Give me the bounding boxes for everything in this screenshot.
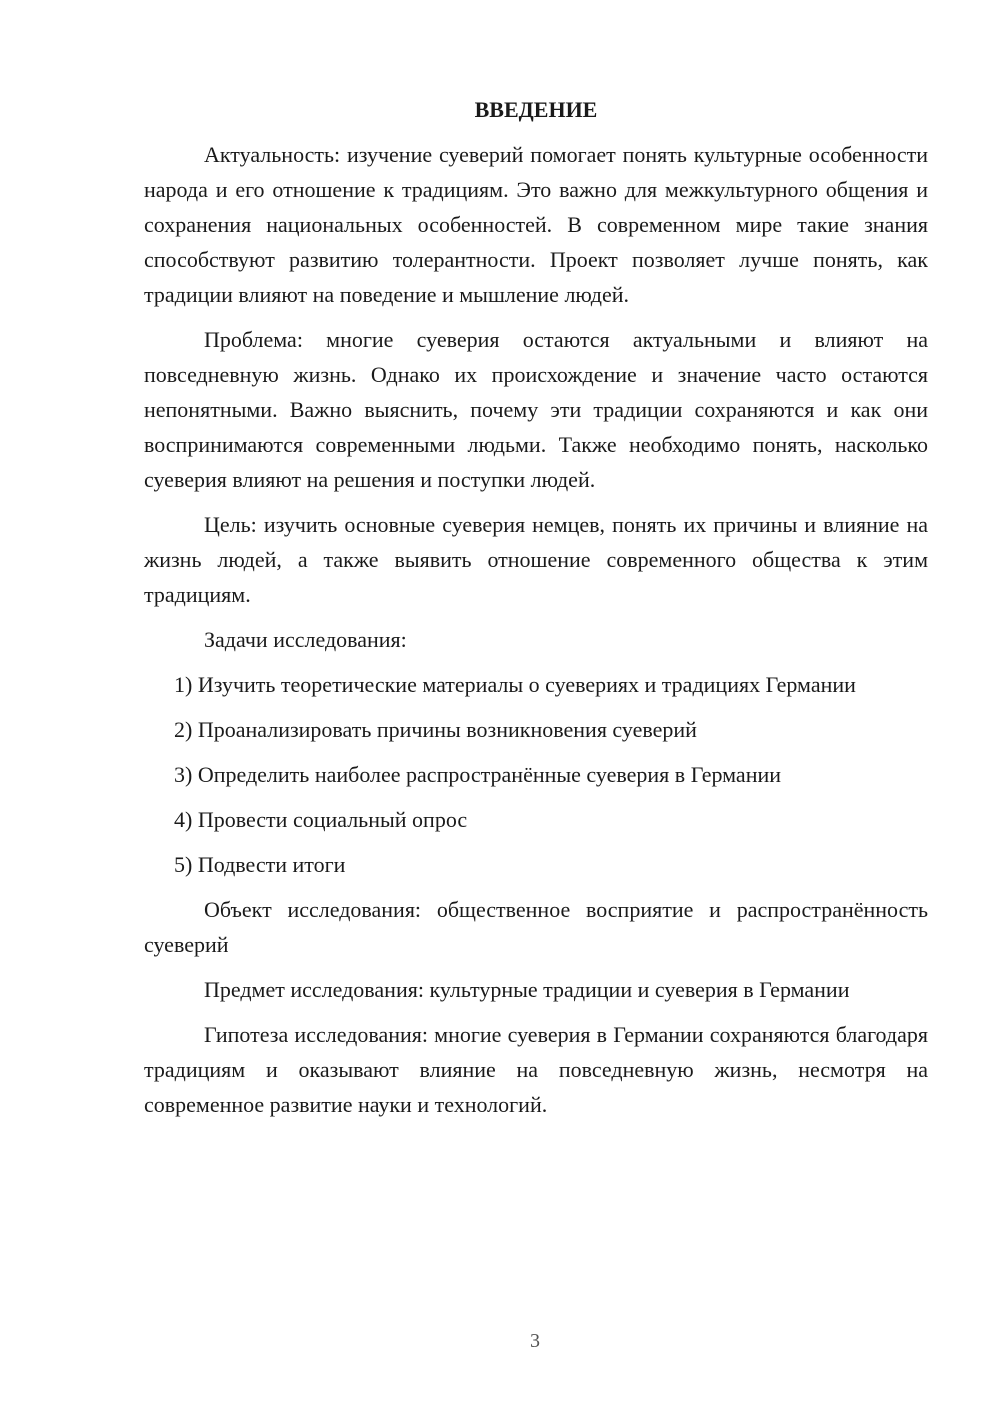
goal-paragraph: Цель: изучить основные суеверия немцев, понять их причины и влияние на жизнь людей, а также выявить отношение современного общества к этим традициям.: [144, 512, 928, 607]
subject-paragraph: Предмет исследования: культурные традиции и суеверия в Германии: [204, 977, 850, 1002]
task-item: 3) Определить наиболее распространённые суеверия в Германии: [174, 762, 782, 787]
task-item: 1) Изучить теоретические материалы о суевериях и традициях Германии: [174, 672, 856, 697]
tasks-heading: Задачи исследования:: [204, 627, 407, 652]
object-paragraph: Объект исследования: общественное восприятие и распространённость суеверий: [144, 897, 928, 957]
relevance-paragraph: Актуальность: изучение суеверий помогает понять культурные особенности народа и его отношение к традициям. Это важно для межкультурного общения и сохранения национальных особенностей. В современном мире такие знания способствуют развитию толерантности. Проект позволяет лучше понять, как традиции влияют на поведение и мышление людей.: [144, 142, 928, 307]
task-item: 4) Провести социальный опрос: [174, 807, 468, 832]
page-title: ВВЕДЕНИЕ: [474, 97, 598, 122]
hypothesis-paragraph: Гипотеза исследования: многие суеверия в Германии сохраняются благодаря традициям и оказывают влияние на повседневную жизнь, несмотря на современное развитие науки и технологий.: [144, 1022, 928, 1117]
page-number: 3: [530, 1330, 540, 1352]
task-item: 5) Подвести итоги: [174, 852, 346, 877]
task-item: 2) Проанализировать причины возникновения суеверий: [174, 717, 697, 742]
page-content: [144, 92, 928, 1132]
problem-paragraph: Проблема: многие суеверия остаются актуальными и влияют на повседневную жизнь. Однако их происхождение и значение часто остаются непонятными. Важно выяснить, почему эти традиции сохраняются и как они воспринимаются современными людьми. Также необходимо понять, насколько суеверия влияют на решения и поступки людей.: [144, 327, 928, 492]
